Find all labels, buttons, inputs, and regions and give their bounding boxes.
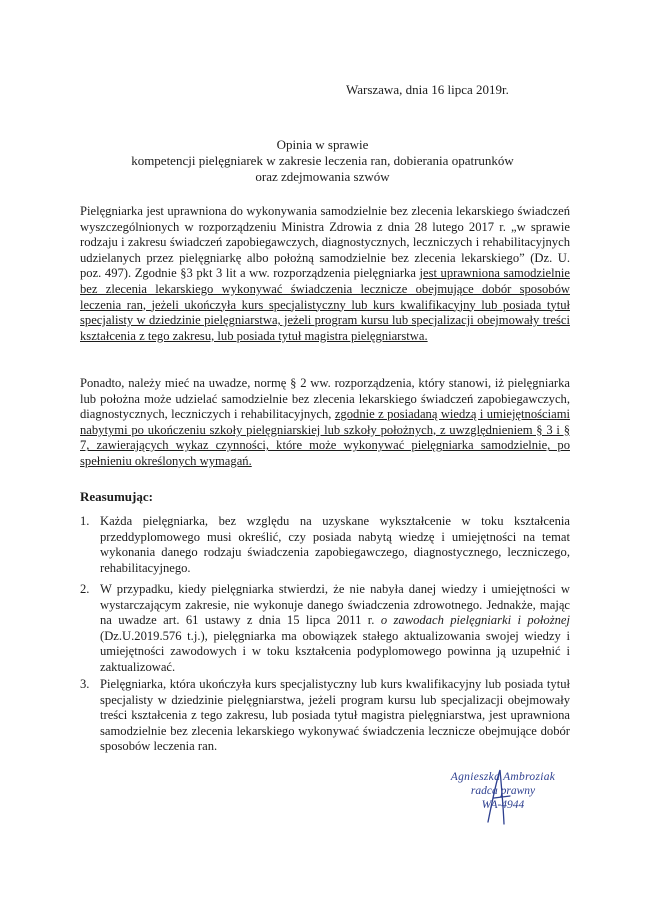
list-item-text: Pielęgniarka, która ukończyła kurs specjalistyczny lub kurs kwalifikacyjny lub posiada tytuł specjalisty w dziedzinie pielęgniarstwa, jeżeli program kursu lub specjalizacji obejmowały treści kształcenia z tego zakresu, lub posiada tytuł magistra pielęgniarstwa, jest uprawniona samodzielnie bez zlecenia lekarskiego wykonywać świadczenia lecznicze obejmujące dobór sposobów leczenia ran. xyxy=(100,677,570,754)
paragraph-1 xyxy=(80,204,570,344)
list-item-text: Każda pielęgniarka, bez względu na uzyskane wykształcenie w toku kształcenia przeddyplomowego musi określić, czy posiada nabytą wiedzę i umiejętności na temat wykonania danego rodzaju świadczenia zapobiegawczego, diagnostycznego, leczniczego, rehabilitacyjnego. xyxy=(100,514,570,575)
document-title xyxy=(0,137,645,185)
list-item-number: 2. xyxy=(80,582,90,596)
list-item xyxy=(80,514,570,576)
stamp-role: radca prawny xyxy=(470,785,536,797)
title-line-3: oraz zdejmowania szwów xyxy=(255,169,390,184)
title-line-1: Opinia w sprawie xyxy=(276,137,369,152)
list-item-number: 3. xyxy=(80,677,90,691)
paragraph-2-text: Ponadto, należy mieć na uwadze, normę § 2 ww. rozporządzenia, który stanowi, iż pielęgniarka lub położna może udzielać samodzielnie bez zlecenia lekarskiego świadczeń zapobiegawczych, diagnostycznych, leczniczych i rehabilitacyjnych, xyxy=(80,376,570,422)
summary-heading: Reasumując: xyxy=(80,489,153,504)
title-line-2: kompetencji pielęgniarek w zakresie leczenia ran, dobierania opatrunków xyxy=(131,153,514,168)
document-date: Warszawa, dnia 16 lipca 2019r. xyxy=(346,82,509,97)
list-item-number: 1. xyxy=(80,514,90,528)
list-item-text-b: (Dz.U.2019.576 t.j.), pielęgniarka ma obowiązek stałego aktualizowania swojej wiedzy i umiejętności zawodowych i w toku kształcenia podyplomowego powinna ją uzupełnić i zaktualizować. xyxy=(100,628,570,674)
list-item xyxy=(80,677,570,755)
act-title: o zawodach pielęgniarki i położnej xyxy=(380,613,571,628)
list-item-text-a: W przypadku, kiedy pielęgniarka stwierdzi, że nie nabyła danej wiedzy i umiejętności w wystarczającym zakresie, nie wykonuje danego świadczenia zdrowotnego. Jednakże, mając na uwadze art. 61 ustawy z dnia 15 lipca 2011 r. xyxy=(100,582,570,628)
stamp-number: WA-4944 xyxy=(481,799,525,811)
list-item-text xyxy=(100,582,570,676)
stamp-name: Agnieszka Ambroziak xyxy=(450,771,556,783)
paragraph-2-underlined: zgodnie z posiadaną wiedzą i umiejętnościami nabytymi po ukończeniu szkoły pielęgniarskiej lub szkoły położnych, z uwzględnieniem § 3 i § 7, zawierających wykaz czynności, które może wykonywać pielęgniarka samodzielnie, po spełnieniu określonych wymagań. xyxy=(80,407,571,468)
list-item xyxy=(80,582,570,676)
paragraph-2 xyxy=(80,376,570,470)
signature-stamp xyxy=(448,770,558,812)
paragraph-1-underlined: jest uprawniona samodzielnie bez zlecenia lekarskiego wykonywać świadczenia lecznicze obejmujące dobór sposobów leczenia ran, jeżeli ukończyła kurs specjalistyczny lub kurs kwalifikacyjny lub posiada tytuł specjalisty w dziedzinie pielęgniarstwa, jeżeli program kursu lub specjalizacji obejmowały treści kształcenia z tego zakresu, lub posiada tytuł magistra pielęgniarstwa. xyxy=(80,266,570,343)
paragraph-1-text: Pielęgniarka jest uprawniona do wykonywania samodzielnie bez zlecenia lekarskiego świadczeń wyszczególnionych w rozporządzeniu Ministra Zdrowia z dnia 28 lutego 2017 r. „w sprawie rodzaju i zakresu świadczeń zapobiegawczych, diagnostycznych, leczniczych i rehabilitacyjnych udzielanych przez pielęgniarkę albo położną samodzielnie bez zlecenia lekarskiego” (Dz. U. poz. 497). Zgodnie §3 pkt 3 lit a ww. rozporządzenia pielęgniarka xyxy=(80,204,570,281)
